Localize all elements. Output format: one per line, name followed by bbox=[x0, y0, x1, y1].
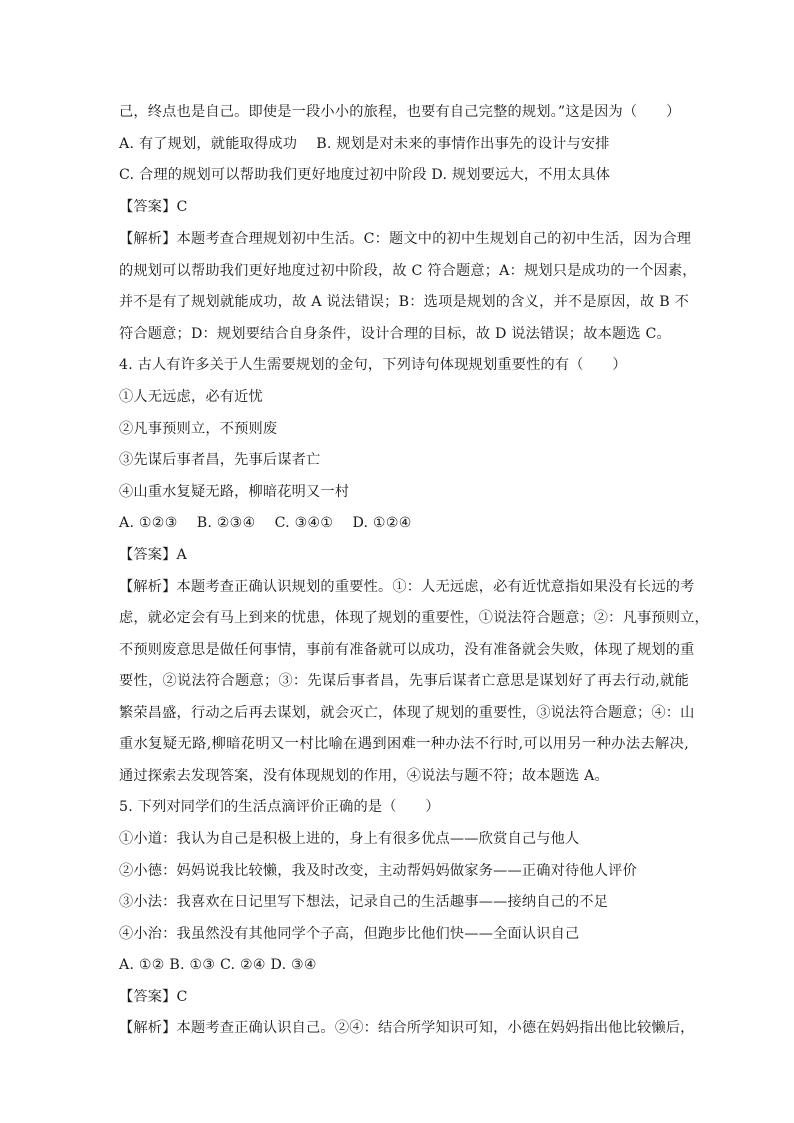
question-4-analysis-line-5: 繁荣昌盛，行动之后再去谋划，就会灭亡，体现了规划的重要性，③说法符合题意；④：山 bbox=[119, 705, 695, 721]
question-4-item-1: ①人无远虑，必有近忧 bbox=[119, 389, 263, 405]
question-5-analysis-line-1: 【解析】本题考查正确认识自己。②④：结合所学知识可知，小德在妈妈指出他比较懒后， bbox=[119, 1020, 695, 1036]
question-4-item-4: ④山重水复疑无路，柳暗花明又一村 bbox=[119, 484, 350, 500]
question-3-analysis-line-2: 的规划可以帮助我们更好地度过初中阶段，故 C 符合题意；A：规划只是成功的一个因素， bbox=[119, 263, 697, 279]
question-4-analysis-line-2: 虑，就必定会有马上到来的忧患，体现了规划的重要性，①说法符合题意；②：凡事预则立， bbox=[119, 610, 709, 626]
question-5-answer: 【答案】C bbox=[119, 989, 188, 1005]
question-3-analysis-line-3: 并不是有了规划就能成功，故 A 说法错误；B：选项是规划的含义，并不是原因，故 B 不 bbox=[119, 294, 689, 310]
question-4-analysis-line-3: 不预则废意思是做任何事情，事前有准备就可以成功，没有准备就会失败，体现了规划的重 bbox=[119, 642, 695, 658]
question-3-stem-end: 己，终点也是自己。即使是一段小小的旅程，也要有自己完整的规划。”这是因为（ ） bbox=[119, 104, 681, 120]
question-4-options: A. ①②③ B. ②③④ C. ③④① D. ①②④ bbox=[119, 515, 412, 531]
question-4-analysis-line-7: 通过探索去发现答案，没有体现规划的作用，④说法与题不符；故本题选 A。 bbox=[119, 768, 609, 784]
question-5-item-2: ②小德：妈妈说我比较懒，我及时改变，主动帮妈妈做家务——正确对待他人评价 bbox=[119, 863, 637, 879]
question-4-stem: 4. 古人有许多关于人生需要规划的金句，下列诗句体现规划重要性的有（ ） bbox=[119, 357, 627, 373]
question-4-analysis-line-6: 重水复疑无路,柳暗花明又一村比喻在遇到困难一种办法不行时,可以用另一种办法去解决, bbox=[119, 736, 689, 752]
question-3-analysis-line-1: 【解析】本题考查合理规划初中生活。C：题文中的初中生规划自己的初中生活，因为合理 bbox=[119, 231, 692, 247]
question-4-answer: 【答案】A bbox=[119, 547, 187, 563]
question-3-analysis-line-4: 符合题意；D：规划要结合自身条件，设计合理的目标，故 D 说法错误；故本题选 C。 bbox=[119, 326, 671, 342]
question-4-item-3: ③先谋后事者昌，先事后谋者亡 bbox=[119, 452, 321, 468]
question-3-options-ab: A. 有了规划，就能取得成功 B. 规划是对未来的事情作出事先的设计与安排 bbox=[119, 136, 610, 152]
question-3-answer: 【答案】C bbox=[119, 199, 188, 215]
question-5-item-4: ④小治：我虽然没有其他同学个子高，但跑步比他们快——全面认识自己 bbox=[119, 926, 580, 942]
question-3-options-cd: C. 合理的规划可以帮助我们更好地度过初中阶段 D. 规划要远大，不用太具体 bbox=[119, 167, 611, 183]
question-5-item-3: ③小法：我喜欢在日记里写下想法，记录自己的生活趣事——接纳自己的不足 bbox=[119, 894, 609, 910]
question-4-analysis-line-4: 要性，②说法符合题意；③：先谋后事者昌，先事后谋者亡意思是谋划好了再去行动,就能 bbox=[119, 673, 689, 689]
question-4-analysis-line-1: 【解析】本题考查正确认识规划的重要性。①：人无远虑，必有近忧意指如果没有长远的考 bbox=[119, 579, 695, 595]
question-5-stem: 5. 下列对同学们的生活点滴评价正确的是（ ） bbox=[119, 799, 440, 815]
question-5-item-1: ①小道：我认为自己是积极上进的，身上有很多优点——欣赏自己与他人 bbox=[119, 831, 580, 847]
question-4-item-2: ②凡事预则立，不预则废 bbox=[119, 421, 278, 437]
question-5-options: A. ①② B. ①③ C. ②④ D. ③④ bbox=[119, 957, 317, 973]
